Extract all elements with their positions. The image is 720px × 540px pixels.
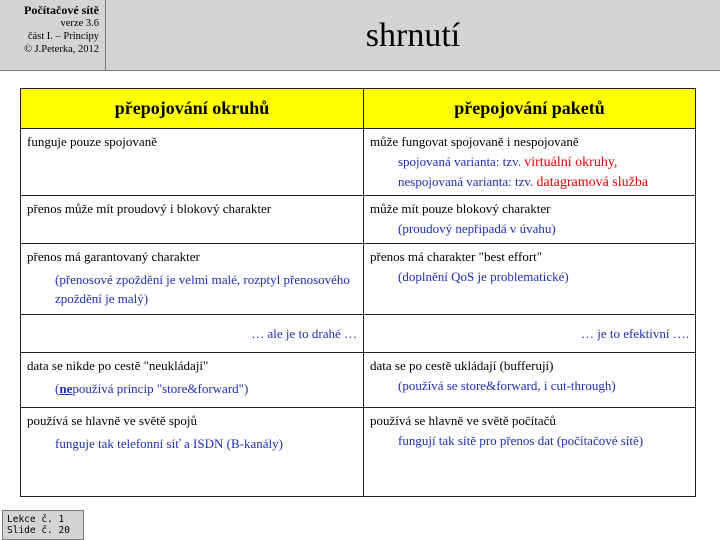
emphasis-ne: ne	[59, 381, 73, 396]
table-header-row	[21, 89, 696, 129]
subtext-rest: používá princip "store&forward")	[72, 381, 249, 396]
column-header-packet-switching: přepojování paketů	[364, 89, 696, 129]
cell-text: může fungovat spojovaně i nespojovaně	[370, 134, 579, 149]
table-row	[21, 129, 696, 196]
slide-number-box	[2, 510, 84, 540]
cell-subtext	[27, 379, 357, 398]
table-row	[21, 408, 696, 497]
slide-title: shrnutí	[365, 17, 461, 54]
table-cell	[21, 129, 364, 196]
table-cell	[21, 353, 364, 408]
table-cell	[21, 244, 364, 315]
table-row	[21, 196, 696, 244]
table-cell	[21, 196, 364, 244]
cell-text: přenos může mít proudový i blokový charakter	[27, 201, 272, 216]
cell-text: data se po cestě ukládají (bufferují)	[370, 358, 554, 373]
cell-text: funguje pouze spojovaně	[27, 134, 157, 149]
slide-label: Slide č. 20	[7, 525, 70, 536]
table-cell	[364, 129, 696, 196]
cell-subtext: (přenosové zpoždění je velmi malé, rozptyl přenosového zpoždění je malý)	[55, 272, 350, 306]
cell-subtext: (proudový nepřipadá v úvahu)	[398, 221, 556, 236]
course-info-box	[0, 0, 106, 71]
cell-text: přenos má garantovaný charakter	[27, 249, 200, 264]
version-label: verze 3.6	[60, 18, 99, 29]
cell-subtext	[370, 152, 689, 192]
table-row	[21, 244, 696, 315]
table-row	[21, 353, 696, 408]
subtext-prefix: spojovaná varianta: tzv.	[398, 154, 521, 169]
table-cell	[364, 244, 696, 315]
highlight-term: virtuální okruhy,	[524, 155, 618, 170]
cell-text: může mít pouze blokový charakter	[370, 201, 551, 216]
cell-text: přenos má charakter "best effort"	[370, 249, 543, 264]
comparison-table	[20, 88, 696, 497]
cell-text: používá se hlavně ve světě spojů	[27, 413, 198, 428]
cell-subtext: (používá se store&forward, i cut-through)	[398, 378, 616, 393]
cell-subtext: funguje tak telefonní síť a ISDN (B-kanály)	[55, 436, 283, 451]
cost-note-right: … je to efektivní ….	[364, 315, 696, 353]
cost-note-left: … ale je to drahé …	[21, 315, 364, 353]
cell-text: používá se hlavně ve světě počítačů	[370, 413, 556, 428]
part-label: část I. – Principy	[27, 31, 99, 42]
column-header-circuit-switching: přepojování okruhů	[21, 89, 364, 129]
subtext-paren: (	[55, 381, 60, 396]
table-cell	[364, 353, 696, 408]
cell-subtext: (doplnění QoS je problematické)	[398, 269, 569, 284]
subtext-prefix: nespojovaná varianta: tzv.	[398, 174, 534, 189]
cell-text: data se nikde po cestě "neukládají"	[27, 358, 209, 373]
cell-subtext: fungují tak sítě pro přenos dat (počítačové sítě)	[398, 433, 644, 448]
table-cell	[364, 196, 696, 244]
lecture-label: Lekce č. 1	[7, 514, 65, 525]
table-cell	[21, 408, 364, 497]
table-row	[21, 315, 696, 353]
table-cell	[364, 408, 696, 497]
copyright-label: © J.Peterka, 2012	[23, 44, 99, 55]
highlight-term: datagramová služba	[536, 175, 649, 190]
course-name: Počítačové sítě	[24, 3, 99, 17]
